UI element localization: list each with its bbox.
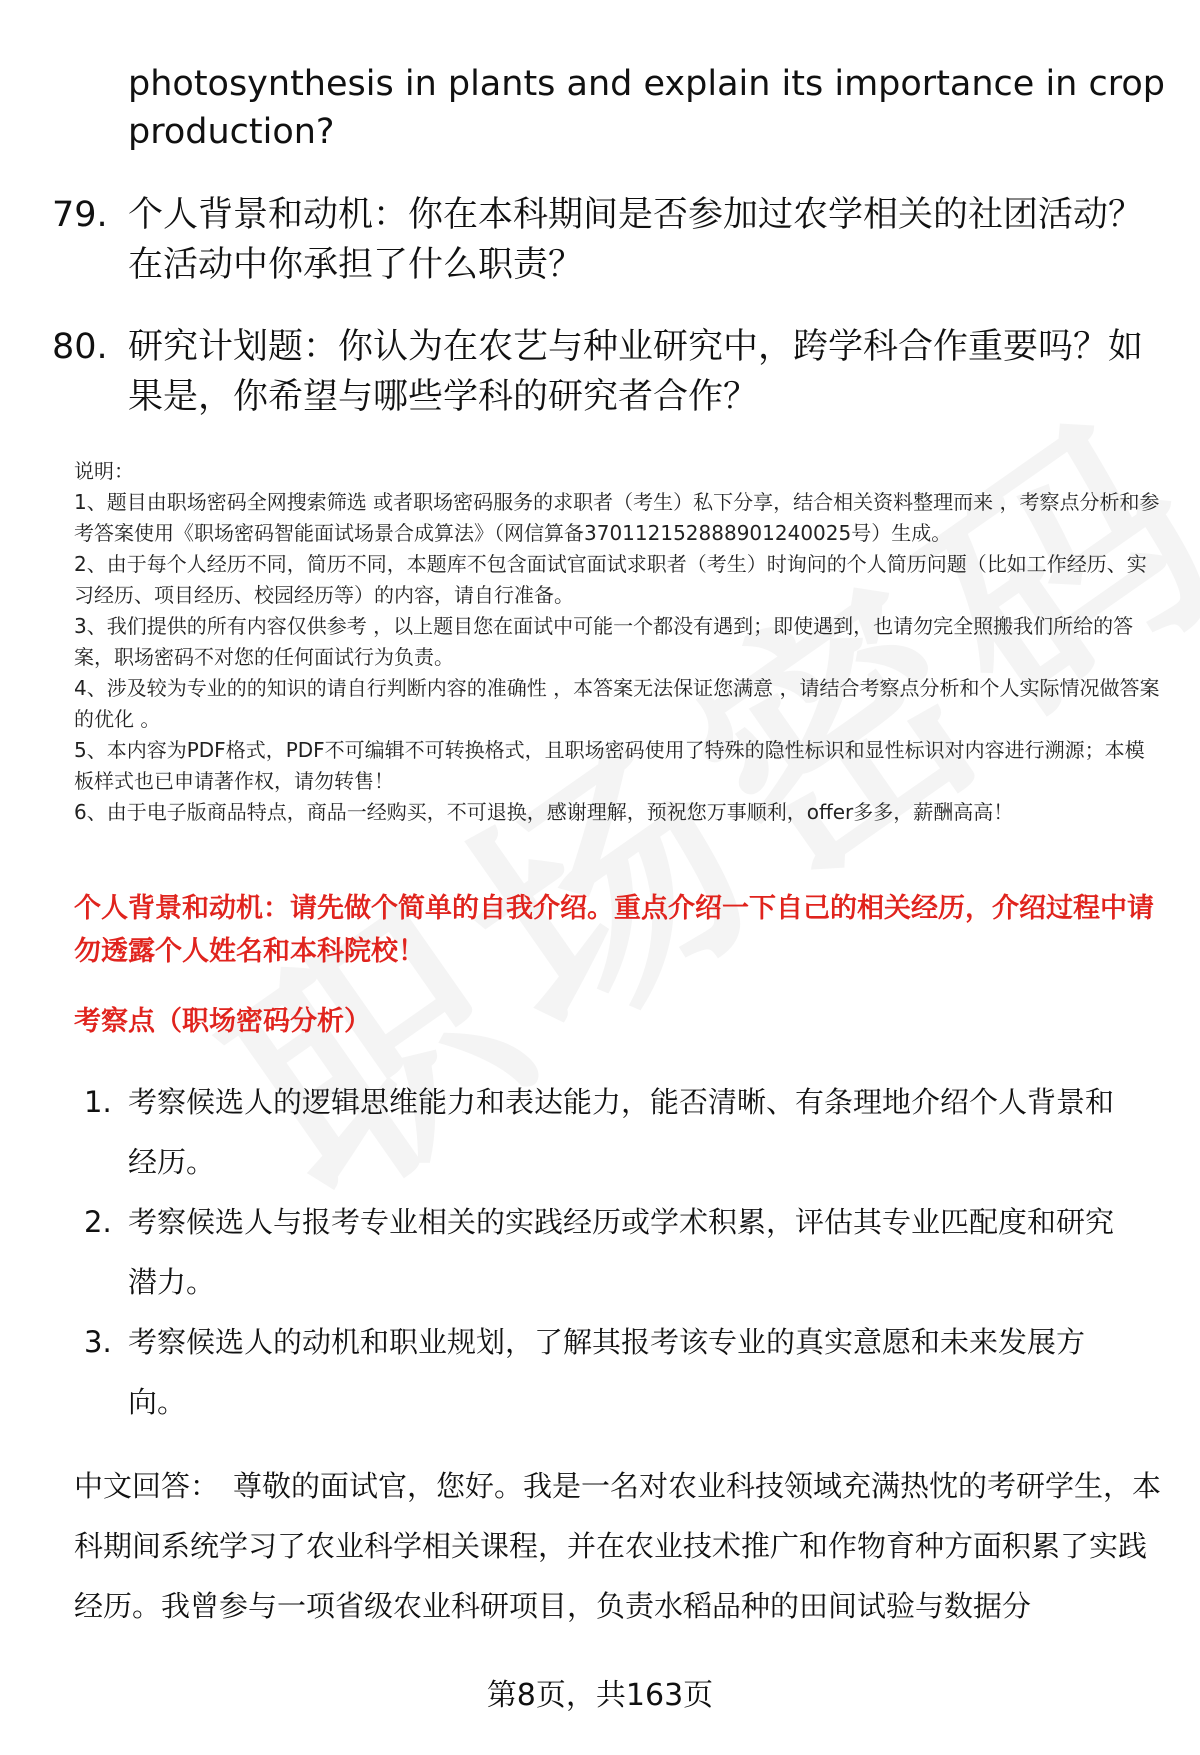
- point-number: 1.: [84, 1085, 112, 1119]
- analysis-heading: 考察点（职场密码分析）: [74, 1006, 371, 1037]
- answer-text: 尊敬的面试官，您好。我是一名对农业科技领域充满热忱的考研学生，本科期间系统学习了农业科学相关课程，并在农业技术推广和作物育种方面积累了实践经历。我曾参与一项省级农业科研项目，负责水稻品种的田间试验与数据分: [74, 1469, 1162, 1623]
- question-continuation: photosynthesis in plants and explain its importance in crop production?: [128, 64, 1165, 152]
- note-line: 6、由于电子版商品特点，商品一经购买，不可退换，感谢理解，预祝您万事顺利，offer多多，薪酬高高！: [74, 800, 1014, 824]
- featured-question: 个人背景和动机：请先做个简单的自我介绍。重点介绍一下自己的相关经历，介绍过程中请勿透露个人姓名和本科院校！: [74, 893, 1154, 967]
- point-text: 考察候选人与报考专业相关的实践经历或学术积累，评估其专业匹配度和研究潜力。: [128, 1205, 1115, 1299]
- note-line: 1、题目由职场密码全网搜索筛选 或者职场密码服务的求职者（考生）私下分享，结合相关资料整理而来 ，考察点分析和参考答案使用《职场密码智能面试场景合成算法》（网信算备370112152888901240025号）生成。: [74, 490, 1160, 545]
- answer-paragraph: [74, 1456, 1164, 1636]
- notes-title: 说明：: [74, 459, 134, 483]
- question-text: 研究计划题：你认为在农艺与种业研究中，跨学科合作重要吗？如果是，你希望与哪些学科的研究者合作？: [128, 327, 1144, 417]
- notes-section: [74, 456, 1164, 828]
- question-text: 个人背景和动机：你在本科期间是否参加过农学相关的社团活动？在活动中你承担了什么职责？: [128, 195, 1144, 285]
- note-line: 4、涉及较为专业的的知识的请自行判断内容的准确性 ，本答案无法保证您满意 ，请结合考察点分析和个人实际情况做答案的优化 。: [74, 676, 1160, 731]
- note-line: 2、由于每个人经历不同，简历不同，本题库不包含面试官面试求职者（考生）时询问的个人简历问题（比如工作经历、实习经历、项目经历、校园经历等）的内容，请自行准备。: [74, 552, 1147, 607]
- point-number: 3.: [84, 1325, 112, 1359]
- answer-label: 中文回答：: [74, 1469, 220, 1503]
- point-text: 考察候选人的逻辑思维能力和表达能力，能否清晰、有条理地介绍个人背景和经历。: [128, 1085, 1115, 1179]
- question-number: 79.: [52, 195, 108, 235]
- question-number: 80.: [52, 327, 108, 367]
- note-line: 5、本内容为PDF格式，PDF不可编辑不可转换格式，且职场密码使用了特殊的隐性标识和显性标识对内容进行溯源；本模板样式也已申请著作权，请勿转售！: [74, 738, 1145, 793]
- note-line: 3、我们提供的所有内容仅供参考 ，以上题目您在面试中可能一个都没有遇到；即使遇到，也请勿完全照搬我们所给的答案，职场密码不对您的任何面试行为负责。: [74, 614, 1134, 669]
- page-footer: 第8页，共163页: [486, 1678, 714, 1713]
- point-text: 考察候选人的动机和职业规划，了解其报考该专业的真实意愿和未来发展方向。: [128, 1325, 1086, 1419]
- point-number: 2.: [84, 1205, 112, 1239]
